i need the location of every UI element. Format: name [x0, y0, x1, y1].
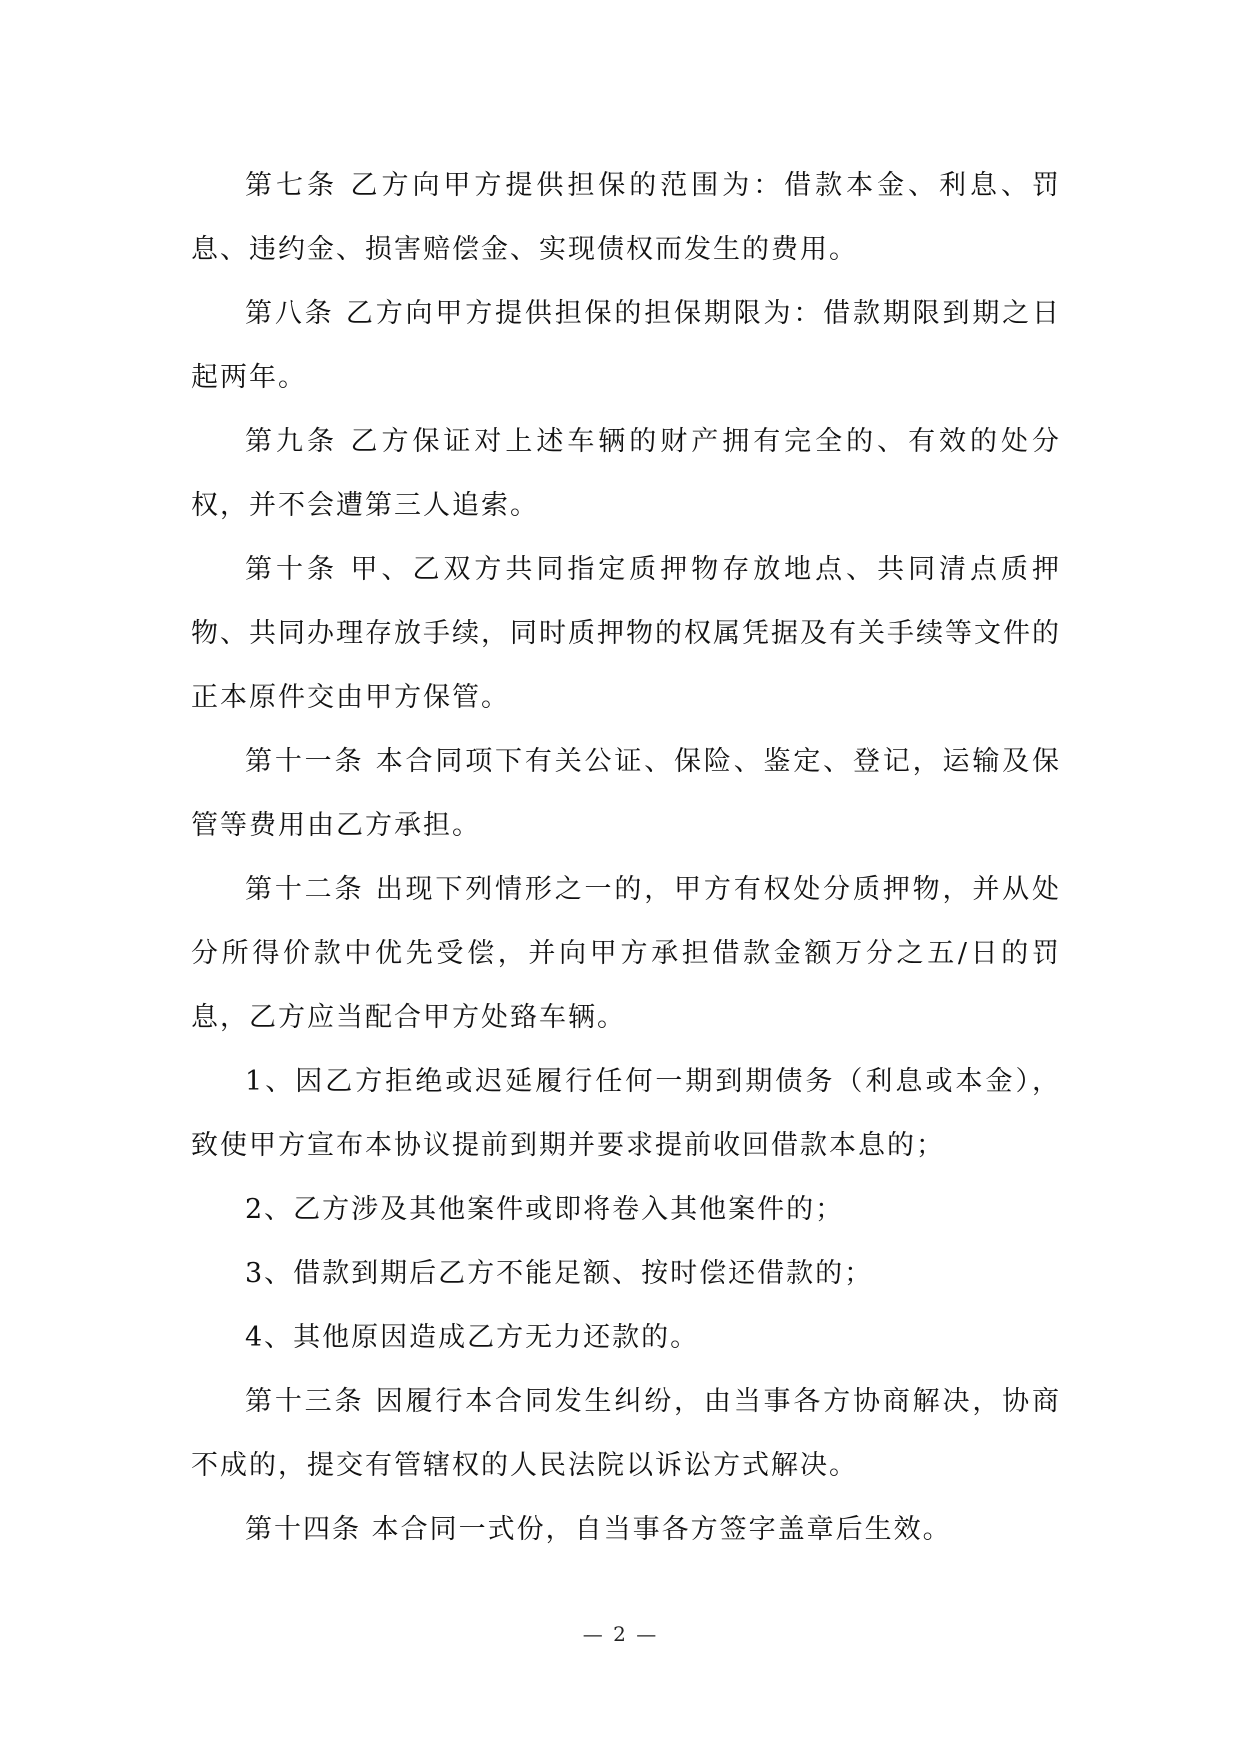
clause-12-item-3: 3、借款到期后乙方不能足额、按时偿还借款的； — [245, 1258, 874, 1289]
clause-9: 第九条 乙方保证对上述车辆的财产拥有完全的、有效的处分权，并不会遭第三人追索。 — [191, 426, 1061, 521]
clause-8: 第八条 乙方向甲方提供担保的担保期限为：借款期限到期之日起两年。 — [191, 298, 1061, 393]
clause-12-item-1: 1、因乙方拒绝或迟延履行任何一期到期债务（利息或本金），致使甲方宣布本协议提前到期并要求提前收回借款本息的； — [191, 1066, 1061, 1161]
clause-12: 第十二条 出现下列情形之一的，甲方有权处分质押物，并从处分所得价款中优先受偿，并向甲方承担借款金额万分之五/日的罚息，乙方应当配合甲方处臵车辆。 — [191, 874, 1061, 1033]
clause-10: 第十条 甲、乙双方共同指定质押物存放地点、共同清点质押物、共同办理存放手续，同时质押物的权属凭据及有关手续等文件的正本原件交由甲方保管。 — [191, 554, 1061, 713]
page-number: — 2 — — [582, 1622, 659, 1646]
clause-14: 第十四条 本合同一式份，自当事各方签字盖章后生效。 — [245, 1514, 952, 1545]
clause-11: 第十一条 本合同项下有关公证、保险、鉴定、登记，运输及保管等费用由乙方承担。 — [191, 746, 1061, 841]
clause-12-item-2: 2、乙方涉及其他案件或即将卷入其他案件的； — [245, 1194, 845, 1225]
contract-body — [191, 154, 1061, 1562]
clause-7: 第七条 乙方向甲方提供担保的范围为：借款本金、利息、罚息、违约金、损害赔偿金、实现债权而发生的费用。 — [191, 170, 1061, 265]
clause-12-item-4: 4、其他原因造成乙方无力还款的。 — [245, 1322, 700, 1353]
clause-13: 第十三条 因履行本合同发生纠纷，由当事各方协商解决，协商不成的，提交有管辖权的人民法院以诉讼方式解决。 — [191, 1386, 1061, 1481]
